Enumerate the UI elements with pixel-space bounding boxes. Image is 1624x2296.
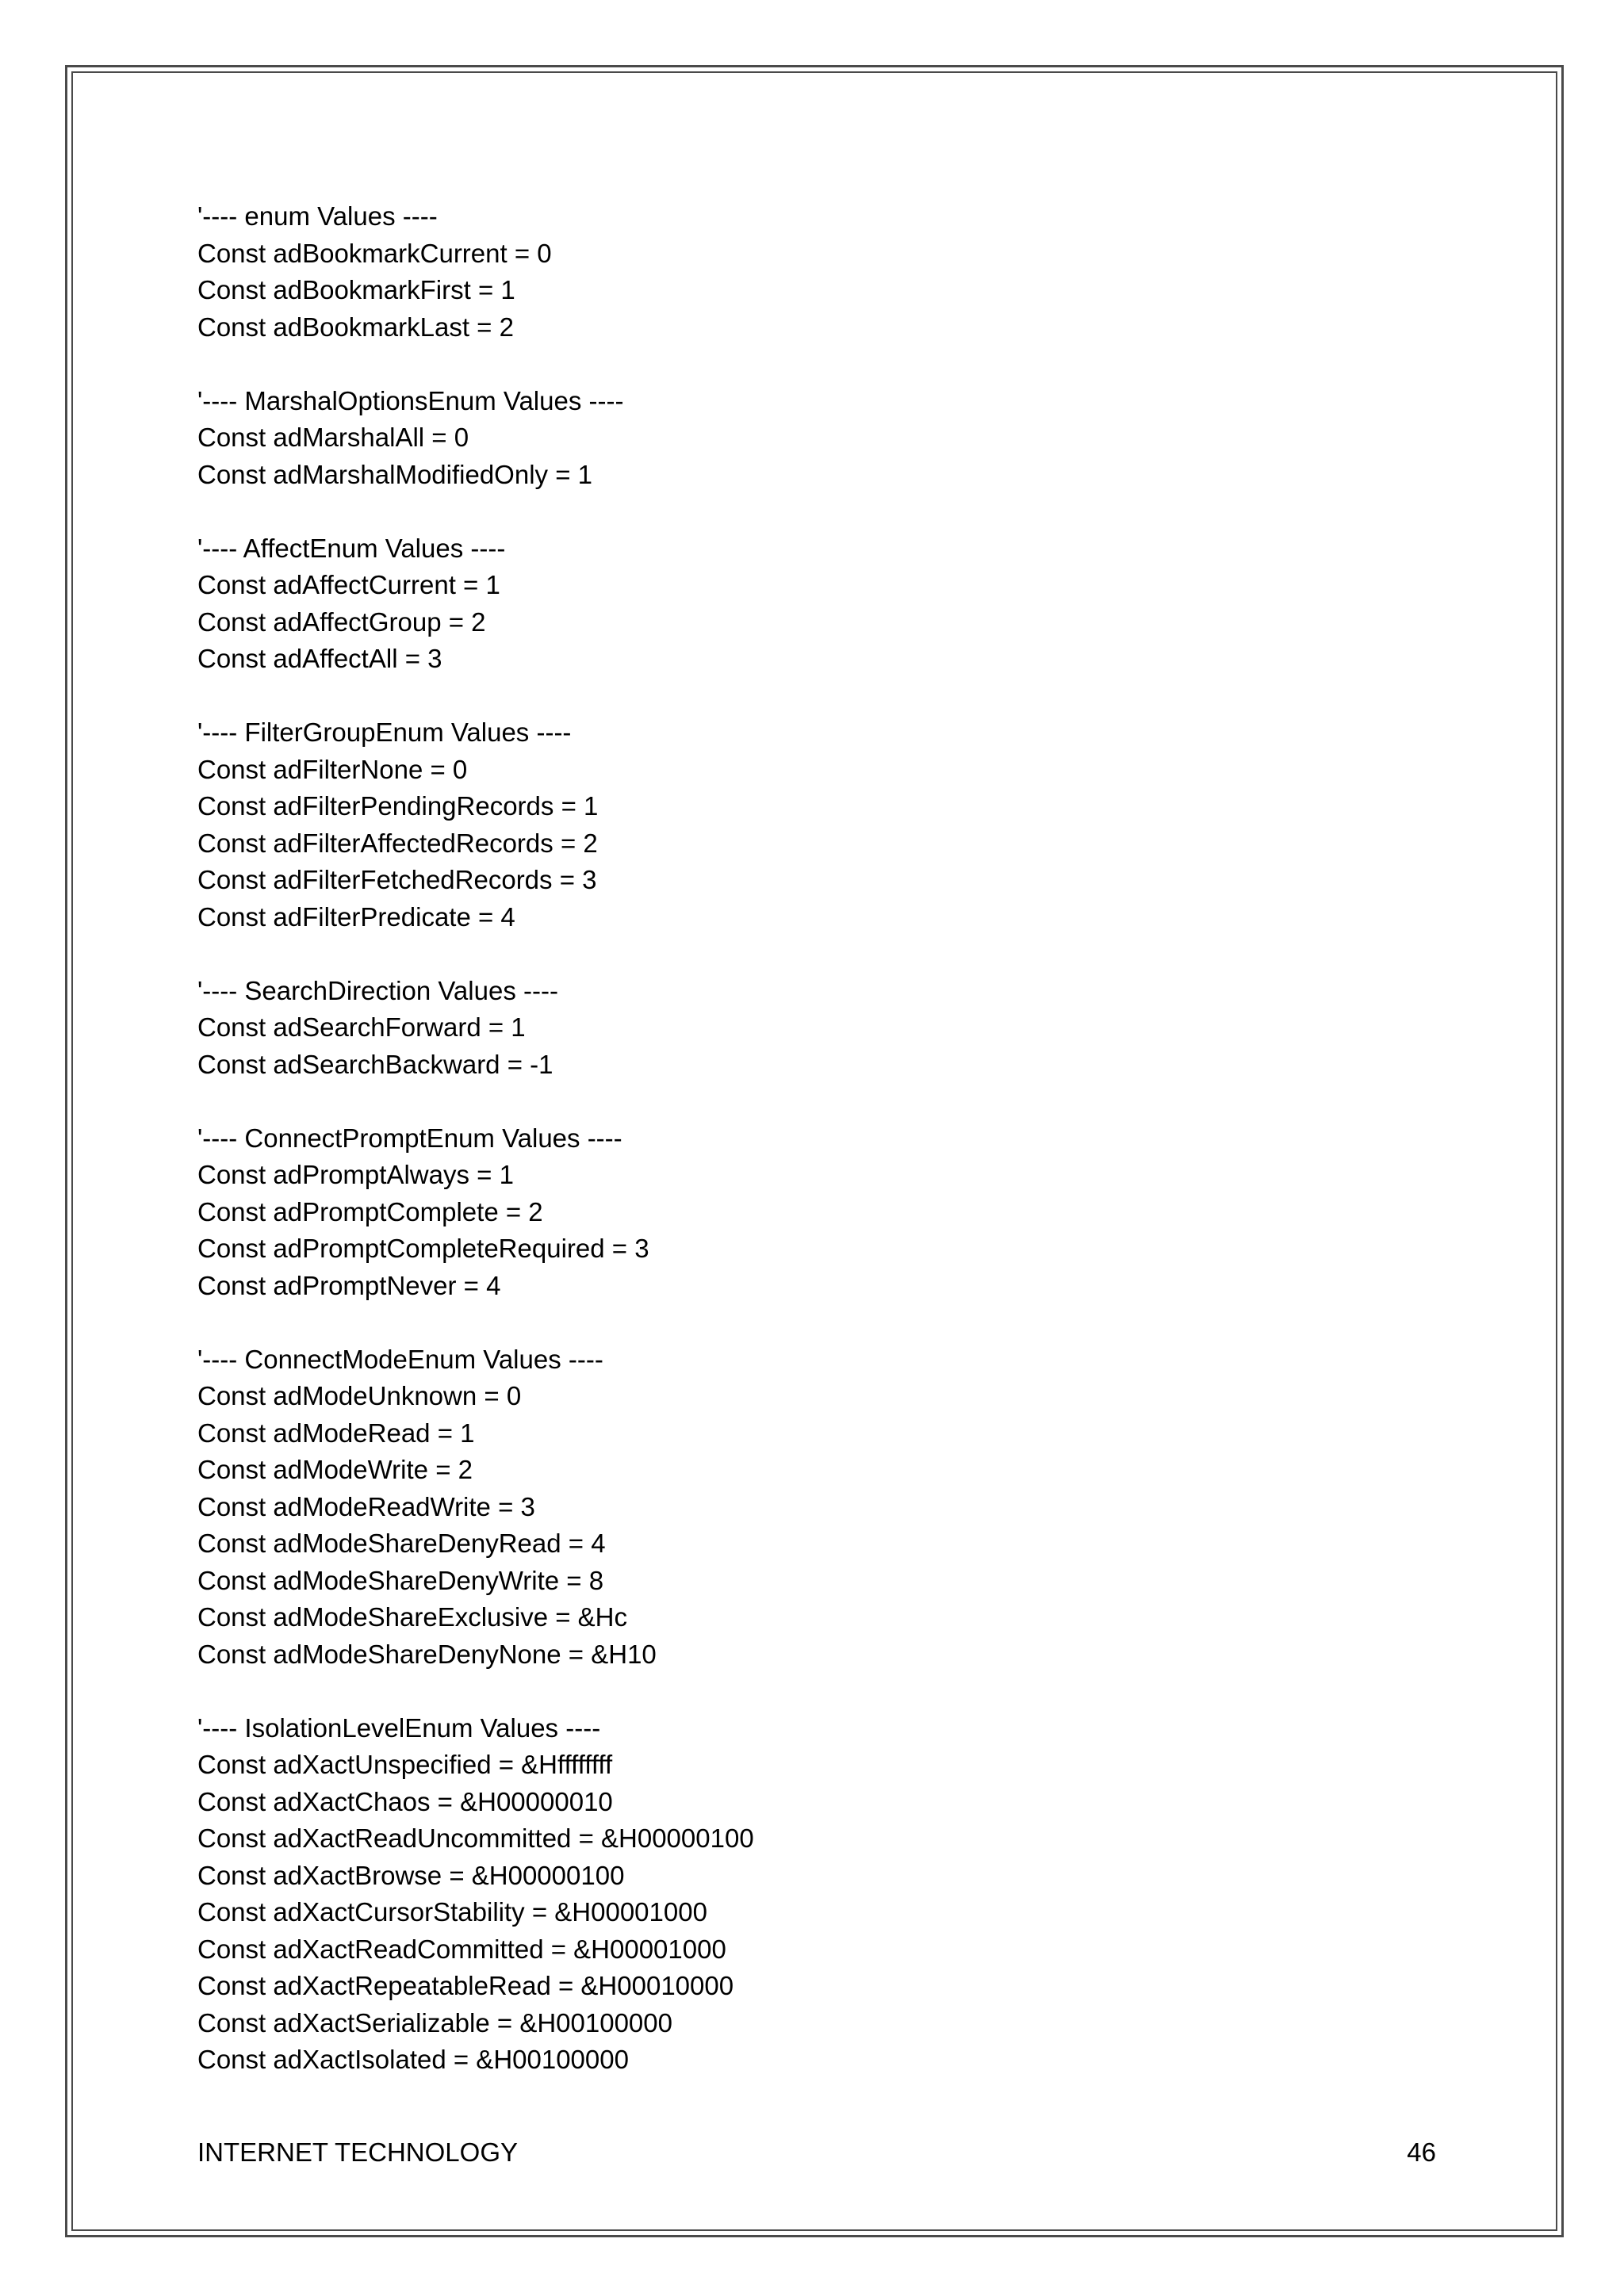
const-declaration-line: Const adXactBrowse = &H00000100 <box>197 1860 625 1890</box>
const-declaration-line: Const adAffectGroup = 2 <box>197 607 486 637</box>
const-declaration-line: Const adXactCursorStability = &H00001000 <box>197 1897 707 1927</box>
page-number: 46 <box>1407 2137 1436 2167</box>
const-declaration-line: Const adXactSerializable = &H00100000 <box>197 2007 672 2038</box>
const-declaration-line: Const adModeUnknown = 0 <box>197 1381 522 1410</box>
const-declaration-line: Const adModeWrite = 2 <box>197 1455 473 1484</box>
section-comment-header: '---- SearchDirection Values ---- <box>197 975 558 1005</box>
code-section <box>197 530 1466 678</box>
const-declaration-line: Const adAffectCurrent = 1 <box>197 570 500 599</box>
const-declaration-line: Const adAffectAll = 3 <box>197 644 442 673</box>
code-section <box>197 714 1466 936</box>
const-declaration-line: Const adPromptNever = 4 <box>197 1270 501 1300</box>
section-comment-header: '---- IsolationLevelEnum Values ---- <box>197 1712 601 1743</box>
const-declaration-line: Const adBookmarkLast = 2 <box>197 312 514 342</box>
const-declaration-line: Const adMarshalModifiedOnly = 1 <box>197 459 592 489</box>
const-declaration-line: Const adModeShareExclusive = &Hc <box>197 1602 628 1632</box>
const-declaration-line: Const adPromptCompleteRequired = 3 <box>197 1234 649 1263</box>
const-declaration-line: Const adFilterAffectedRecords = 2 <box>197 828 598 858</box>
section-comment-header: '---- FilterGroupEnum Values ---- <box>197 718 572 747</box>
const-declaration-line: Const adFilterFetchedRecords = 3 <box>197 865 597 894</box>
section-comment-header: '---- AffectEnum Values ---- <box>197 533 506 563</box>
const-declaration-line: Const adXactReadUncommitted = &H00000100 <box>197 1823 754 1853</box>
code-section <box>197 973 1466 1084</box>
const-declaration-line: Const adFilterPendingRecords = 1 <box>197 791 599 821</box>
const-declaration-line: Const adXactUnspecified = &Hffffffff <box>197 1750 613 1779</box>
const-declaration-line: Const adSearchBackward = -1 <box>197 1049 553 1079</box>
const-declaration-line: Const adXactChaos = &H00000010 <box>197 1786 613 1816</box>
const-declaration-line: Const adModeShareDenyWrite = 8 <box>197 1565 604 1595</box>
const-declaration-line: Const adBookmarkFirst = 1 <box>197 275 515 304</box>
section-comment-header: '---- ConnectModeEnum Values ---- <box>197 1344 603 1374</box>
const-declaration-line: Const adBookmarkCurrent = 0 <box>197 238 552 268</box>
const-declaration-line: Const adFilterPredicate = 4 <box>197 901 515 932</box>
const-declaration-line: Const adXactIsolated = &H00100000 <box>197 2045 629 2074</box>
page-footer <box>197 2134 1436 2171</box>
document-body <box>197 198 1466 2115</box>
const-declaration-line: Const adModeShareDenyRead = 4 <box>197 1529 606 1558</box>
section-comment-header: '---- MarshalOptionsEnum Values ---- <box>197 385 624 415</box>
const-declaration-line: Const adXactReadCommitted = &H00001000 <box>197 1934 726 1964</box>
const-declaration-line: Const adPromptComplete = 2 <box>197 1196 543 1226</box>
section-comment-header: '---- enum Values ---- <box>197 201 438 231</box>
section-comment-header: '---- ConnectPromptEnum Values ---- <box>197 1123 622 1153</box>
const-declaration-line: Const adModeReadWrite = 3 <box>197 1491 535 1521</box>
code-section <box>197 1341 1466 1674</box>
const-declaration-line: Const adPromptAlways = 1 <box>197 1160 514 1189</box>
const-declaration-line: Const adMarshalAll = 0 <box>197 423 469 452</box>
footer-title: INTERNET TECHNOLOGY <box>197 2137 519 2167</box>
code-section <box>197 1120 1466 1305</box>
const-declaration-line: Const adFilterNone = 0 <box>197 754 468 784</box>
code-section <box>197 383 1466 494</box>
const-declaration-line: Const adModeShareDenyNone = &H10 <box>197 1639 657 1669</box>
const-declaration-line: Const adSearchForward = 1 <box>197 1012 526 1042</box>
const-declaration-line: Const adXactRepeatableRead = &H00010000 <box>197 1971 734 2000</box>
const-declaration-line: Const adModeRead = 1 <box>197 1418 475 1448</box>
code-section <box>197 198 1466 346</box>
code-section <box>197 1710 1466 2079</box>
